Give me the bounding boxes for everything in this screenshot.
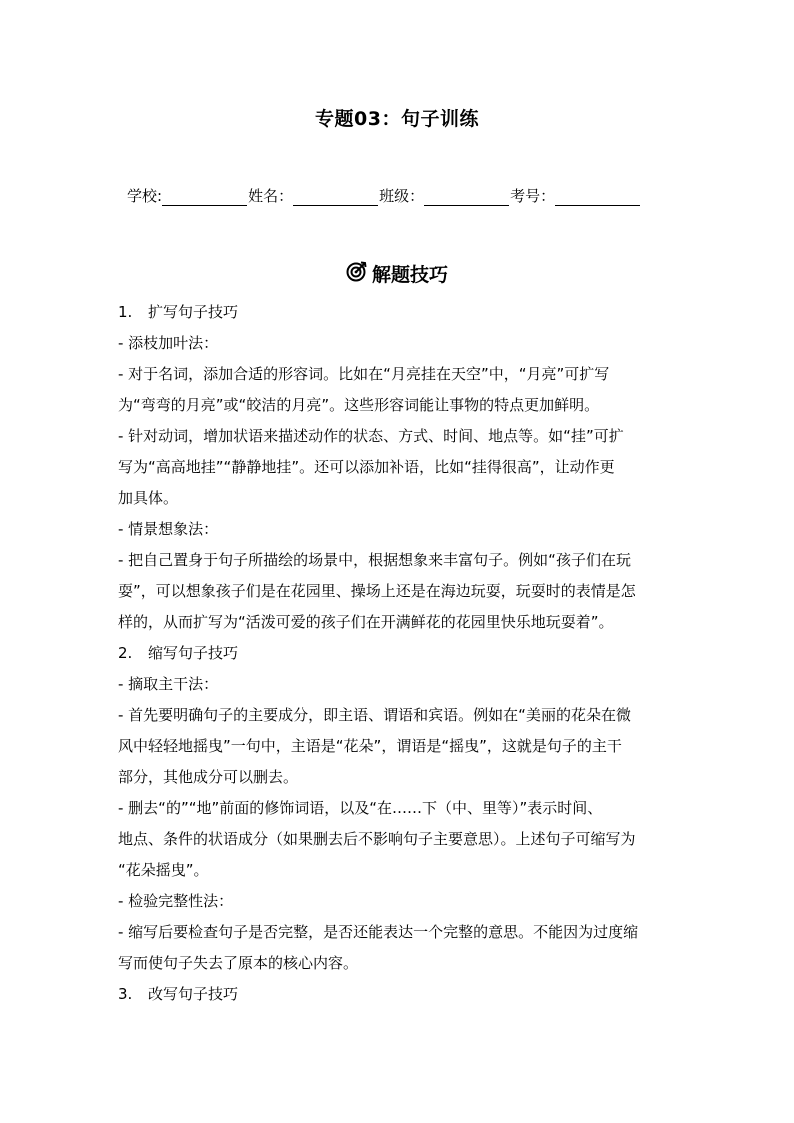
text-line: - 检验完整性法： (118, 892, 234, 910)
exam-no-label: 考号： (510, 187, 556, 205)
student-info-line (127, 185, 687, 206)
list-item: 2. 缩写句子技巧 (118, 644, 239, 662)
text-line: 写而使句子失去了原本的核心内容。 (118, 954, 359, 972)
text-line: 写为“高高地挂”“静静地挂”。还可以添加补语，比如“挂得很高”，让动作更 (118, 458, 615, 476)
class-blank[interactable] (424, 190, 509, 206)
section-heading-text: 解题技巧 (371, 264, 448, 286)
text-line: 部分，其他成分可以删去。 (118, 768, 299, 786)
text-line: 加具体。 (118, 489, 179, 507)
text-line: - 添枝加叶法： (118, 334, 219, 352)
text-line: 风中轻轻地摇曳”一句中，主语是“花朵”，谓语是“摇曳”，这就是句子的主干 (118, 737, 622, 755)
class-label: 班级： (379, 187, 425, 205)
text-line: - 情景想象法： (118, 520, 219, 538)
text-line: 耍”，可以想象孩子们是在花园里、操场上还是在海边玩耍，玩耍时的表情是怎 (118, 582, 636, 600)
exam-no-blank[interactable] (555, 190, 640, 206)
text-line: - 缩写后要检查句子是否完整，是否还能表达一个完整的意思。不能因为过度缩 (118, 923, 639, 941)
page-title: 专题03：句子训练 (315, 108, 479, 130)
text-line: - 针对动词，增加状语来描述动作的状态、方式、时间、地点等。如“挂”可扩 (118, 427, 624, 445)
text-line: - 删去“的”“地”前面的修饰词语，以及“在……下（中、里等）”表示时间、 (118, 799, 603, 817)
name-label: 姓名： (248, 187, 294, 205)
text-line: - 首先要明确句子的主要成分，即主语、谓语和宾语。例如在“美丽的花朵在微 (118, 706, 631, 724)
text-line: - 摘取主干法： (118, 675, 219, 693)
text-line: 样的，从而扩写为“活泼可爱的孩子们在开满鲜花的花园里快乐地玩耍着”。 (118, 613, 614, 631)
text-line: - 对于名词，添加合适的形容词。比如在“月亮挂在天空”中，“月亮”可扩写 (118, 365, 610, 383)
list-item: 1. 扩写句子技巧 (118, 303, 239, 321)
school-blank[interactable] (162, 190, 247, 206)
target-icon (346, 260, 372, 287)
school-label: 学校: (127, 187, 163, 205)
text-line: “花朵摇曳”。 (118, 861, 209, 879)
name-blank[interactable] (293, 190, 378, 206)
text-line: 地点、条件的状语成分（如果删去后不影响句子主要意思）。上述句子可缩写为 (118, 830, 636, 848)
section-heading (0, 260, 794, 287)
text-line: - 把自己置身于句子所描绘的场景中，根据想象来丰富句子。例如“孩子们在玩 (118, 551, 631, 569)
list-item: 3. 改写句子技巧 (118, 985, 239, 1003)
text-line: 为“弯弯的月亮”或“皎洁的月亮”。这些形容词能让事物的特点更加鲜明。 (118, 396, 600, 414)
tips-body (118, 297, 678, 1010)
